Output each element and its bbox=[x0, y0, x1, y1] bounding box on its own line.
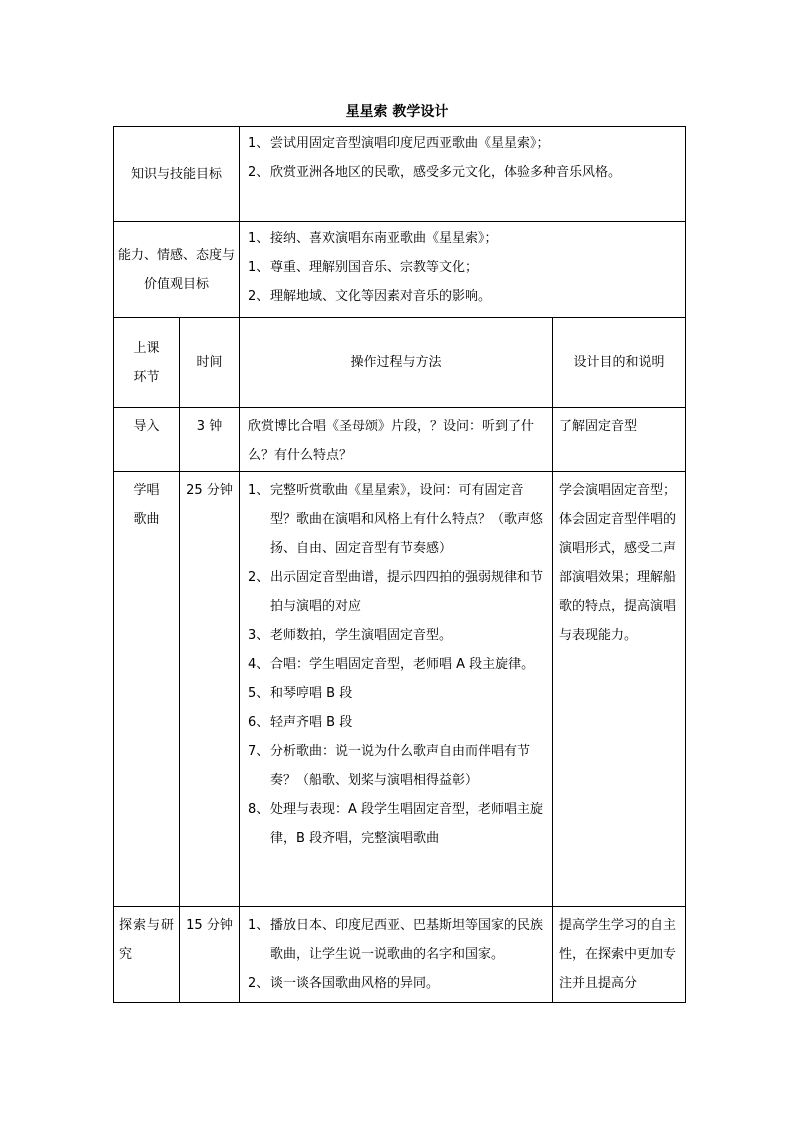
goal-item: 1、 接纳、喜欢演唱东南亚歌曲《星星索》； bbox=[248, 231, 498, 246]
stage-time: 25 分钟 bbox=[180, 472, 240, 907]
stage-row-intro bbox=[114, 408, 686, 472]
step-item: 7、 分析歌曲：说一说为什么歌声自由而伴唱有节奏？（船歌、划桨与演唱相得益彰） bbox=[248, 744, 531, 788]
stage-method bbox=[240, 907, 553, 1003]
goal-label: 知识与技能目标 bbox=[114, 127, 240, 222]
step-item: 2、 出示固定音型曲谱，提示四四拍的强弱规律和节拍与演唱的对应 bbox=[248, 570, 544, 614]
header-purpose: 设计目的和说明 bbox=[553, 318, 686, 408]
goal-row-attitude bbox=[114, 222, 686, 318]
stage-purpose: 提高学生学习的自主性，在探索中更加专注并且提高分 bbox=[553, 907, 686, 1003]
step-item: 1、 播放日本、印度尼西亚、巴基斯坦等国家的民族歌曲，让学生说一说歌曲的名字和国家。 bbox=[248, 918, 544, 962]
stage-method: 欣赏博比合唱《圣母颂》片段，？设问：听到了什么？有什么特点？ bbox=[240, 408, 553, 472]
stage-method bbox=[240, 472, 553, 907]
stage-row-explore bbox=[114, 907, 686, 1003]
step-item: 4、 合唱：学生唱固定音型，老师唱 A 段主旋律。 bbox=[248, 657, 535, 672]
step-item: 6、 轻声齐唱 B 段 bbox=[248, 715, 353, 730]
header-method: 操作过程与方法 bbox=[240, 318, 553, 408]
stage-purpose: 学会演唱固定音型；体会固定音型伴唱的演唱形式，感受二声部演唱效果；理解船歌的特点，提高演唱与表现能力。 bbox=[553, 472, 686, 907]
stage-name: 学唱歌曲 bbox=[114, 472, 180, 907]
document-title: 星星索 教学设计 bbox=[345, 104, 449, 120]
header-time: 时间 bbox=[180, 318, 240, 408]
lesson-plan-table bbox=[113, 126, 686, 1003]
stage-time: 15 分钟 bbox=[180, 907, 240, 1003]
stage-purpose: 了解固定音型 bbox=[553, 408, 686, 472]
goal-label: 能力、情感、态度与价值观目标 bbox=[114, 222, 240, 318]
goal-item: 2、 理解地域、文化等因素对音乐的影响。 bbox=[248, 289, 492, 304]
goal-item: 2、 欣赏亚洲各地区的民歌，感受多元文化，体验多种音乐风格。 bbox=[248, 165, 622, 180]
stage-name: 探索与研究 bbox=[114, 907, 180, 1003]
goal-item: 1、 尝试用固定音型演唱印度尼西亚歌曲《星星索》； bbox=[248, 136, 550, 151]
stage-time: 3 钟 bbox=[180, 408, 240, 472]
goal-row-knowledge bbox=[114, 127, 686, 222]
stage-row-singing bbox=[114, 472, 686, 907]
header-stage: 上课环节 bbox=[114, 318, 180, 408]
step-item: 2、 谈一谈各国歌曲风格的异同。 bbox=[248, 976, 440, 991]
goal-item: 1、 尊重、理解别国音乐、宗教等文化； bbox=[248, 260, 479, 275]
step-item: 5、 和琴哼唱 B 段 bbox=[248, 686, 353, 701]
goal-content bbox=[240, 222, 686, 318]
step-item: 8、 处理与表现：A 段学生唱固定音型，老师唱主旋律，B 段齐唱，完整演唱歌曲 bbox=[248, 802, 544, 846]
step-item: 1、 完整听赏歌曲《星星索》，设问：可有固定音型？歌曲在演唱和风格上有什么特点？（歌声悠扬、自由、固定音型有节奏感） bbox=[248, 483, 544, 556]
process-header-row bbox=[114, 318, 686, 408]
goal-content bbox=[240, 127, 686, 222]
step-item: 3、 老师数拍，学生演唱固定音型。 bbox=[248, 628, 453, 643]
stage-name: 导入 bbox=[114, 408, 180, 472]
